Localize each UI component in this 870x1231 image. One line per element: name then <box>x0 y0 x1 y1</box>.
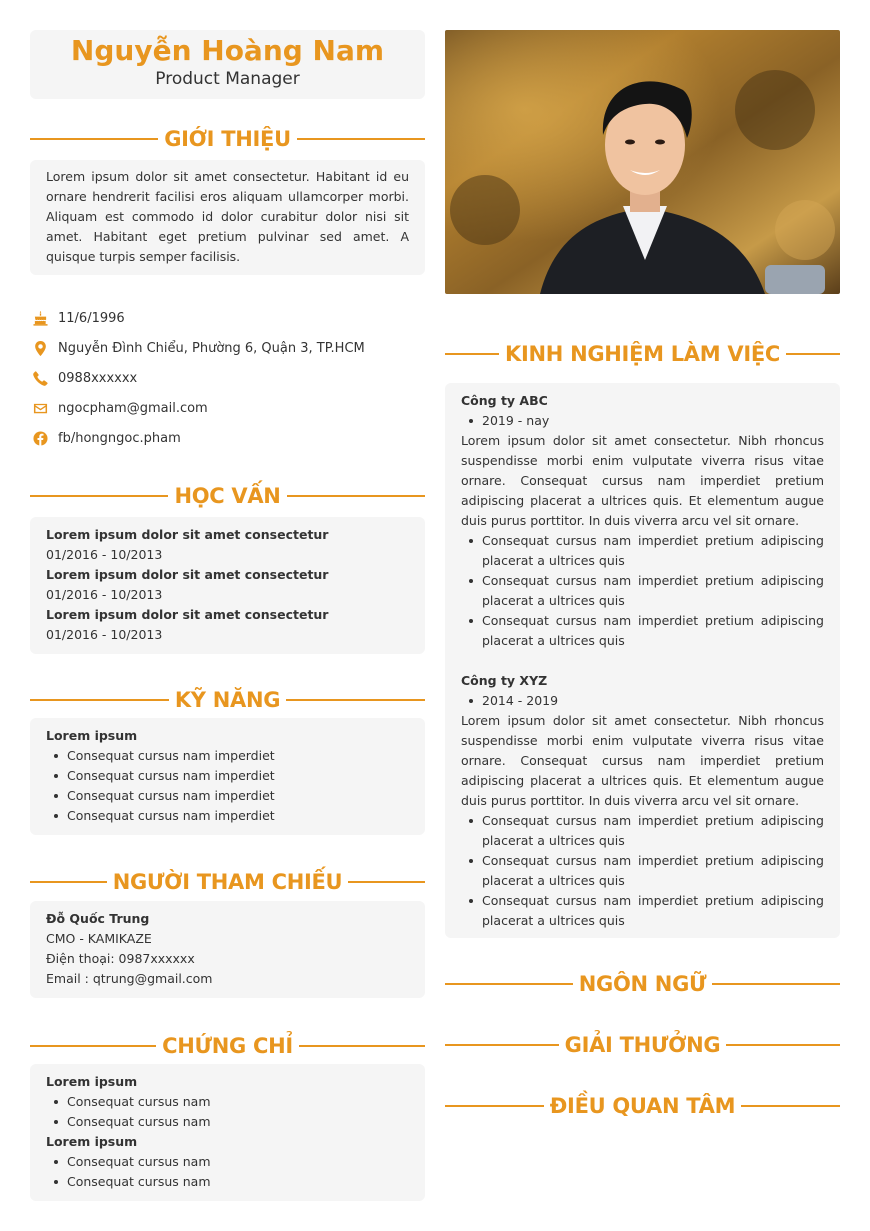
achievement-list <box>461 811 824 931</box>
facebook-text: fb/hongngoc.pham <box>58 430 181 446</box>
divider <box>741 1105 840 1107</box>
list-item: Consequat cursus nam <box>46 1092 409 1112</box>
divider <box>287 495 425 497</box>
mail-icon <box>31 399 49 417</box>
education-period: 01/2016 - 10/2013 <box>46 627 163 642</box>
profile-photo <box>445 30 840 294</box>
section-references-header <box>30 864 425 900</box>
phone-text: 0988xxxxxx <box>58 370 138 386</box>
section-skills-header <box>30 682 425 718</box>
certificate-heading: Lorem ipsum <box>46 1074 138 1089</box>
company-name: Công ty XYZ <box>461 673 548 688</box>
list-item: Consequat cursus nam imperdiet pretium adipiscing placerat a ultrices quis <box>461 851 824 891</box>
section-title: KINH NGHIỆM LÀM VIỆC <box>505 342 780 366</box>
divider <box>348 881 425 883</box>
divider <box>299 1045 425 1047</box>
education-period: 01/2016 - 10/2013 <box>46 587 163 602</box>
section-title: CHỨNG CHỈ <box>162 1034 293 1058</box>
section-interests-header <box>445 1088 840 1124</box>
job-title: Product Manager <box>155 69 300 89</box>
certificates-box <box>30 1064 425 1201</box>
reference-name: Đỗ Quốc Trung <box>46 911 150 926</box>
skills-heading: Lorem ipsum <box>46 728 138 743</box>
contact-email <box>30 393 425 423</box>
skills-box <box>30 718 425 835</box>
period-list <box>461 691 824 711</box>
contact-facebook <box>30 423 425 453</box>
section-languages-header <box>445 966 840 1002</box>
email-text: ngocpham@gmail.com <box>58 400 208 416</box>
contact-birthday <box>30 303 425 333</box>
company-name: Công ty ABC <box>461 393 548 408</box>
list-item: Consequat cursus nam imperdiet pretium adipiscing placerat a ultrices quis <box>461 611 824 651</box>
certificate-list <box>46 1092 409 1132</box>
section-title: NGÔN NGỮ <box>578 972 707 996</box>
section-intro-header <box>30 121 425 157</box>
intro-text: Lorem ipsum dolor sit amet consectetur. Habitant id eu ornare hendrerit facilisi eros aliquam ullamcorper morbi. Aliquam est commodo id dolor curabitur dolor nisi sit amet. Habitant eget pretium pulvinar sed amet. A quisque turpis semper facilisis. <box>46 169 409 264</box>
left-column <box>30 30 425 1201</box>
list-item: 2019 - nay <box>461 411 824 431</box>
list-item: Consequat cursus nam imperdiet <box>46 766 409 786</box>
candidate-name: Nguyễn Hoàng Nam <box>70 34 385 67</box>
achievement-list <box>461 531 824 651</box>
reference-phone: Điện thoại: 0987xxxxxx <box>46 951 195 966</box>
education-name: Lorem ipsum dolor sit amet consectetur <box>46 527 329 542</box>
section-awards-header <box>445 1027 840 1063</box>
location-pin-icon <box>31 339 49 357</box>
divider <box>726 1044 840 1046</box>
section-experience-header <box>445 336 840 372</box>
section-education-header <box>30 478 425 514</box>
divider <box>30 1045 156 1047</box>
job-description: Lorem ipsum dolor sit amet consectetur. Nibh rhoncus suspendisse morbi enim vulputate viverra risus vitae ornare. Consequat cursus nam imperdiet pretium adipiscing placerat a ultrices quis. Et elementum augue duis purus porttitor. In duis viverra arcu vel sit ornare. <box>461 433 824 528</box>
divider <box>445 353 499 355</box>
section-certificates-header <box>30 1028 425 1064</box>
section-title: NGƯỜI THAM CHIẾU <box>112 870 343 894</box>
divider <box>297 138 425 140</box>
divider <box>30 138 158 140</box>
divider <box>30 495 168 497</box>
certificate-heading: Lorem ipsum <box>46 1134 138 1149</box>
contact-address <box>30 333 425 363</box>
education-box <box>30 517 425 654</box>
intro-box <box>30 160 425 275</box>
section-title: ĐIỀU QUAN TÂM <box>549 1094 736 1118</box>
contact-list <box>30 303 425 453</box>
divider <box>712 983 840 985</box>
section-title: KỸ NĂNG <box>174 688 281 712</box>
portrait-image <box>445 30 840 294</box>
birthday-text: 11/6/1996 <box>58 310 125 326</box>
list-item: Consequat cursus nam imperdiet pretium adipiscing placerat a ultrices quis <box>461 531 824 571</box>
education-period: 01/2016 - 10/2013 <box>46 547 163 562</box>
list-item: Consequat cursus nam <box>46 1112 409 1132</box>
list-item: Consequat cursus nam imperdiet pretium adipiscing placerat a ultrices quis <box>461 891 824 931</box>
facebook-icon <box>31 429 49 447</box>
divider <box>30 881 107 883</box>
certificate-list <box>46 1152 409 1192</box>
reference-position: CMO - KAMIKAZE <box>46 931 152 946</box>
list-item: Consequat cursus nam imperdiet <box>46 746 409 766</box>
section-title: HỌC VẤN <box>174 484 281 508</box>
divider <box>445 983 573 985</box>
divider <box>445 1105 544 1107</box>
experience-box <box>445 383 840 938</box>
right-column <box>445 30 840 1124</box>
contact-phone <box>30 363 425 393</box>
job-description: Lorem ipsum dolor sit amet consectetur. Nibh rhoncus suspendisse morbi enim vulputate viverra risus vitae ornare. Consequat cursus nam imperdiet pretium adipiscing placerat a ultrices quis. Et elementum augue duis purus porttitor. In duis viverra arcu vel sit ornare. <box>461 713 824 808</box>
list-item: Consequat cursus nam imperdiet pretium adipiscing placerat a ultrices quis <box>461 571 824 611</box>
reference-box <box>30 901 425 998</box>
list-item: Consequat cursus nam imperdiet <box>46 786 409 806</box>
divider <box>786 353 840 355</box>
divider <box>286 699 425 701</box>
list-item: Consequat cursus nam <box>46 1152 409 1172</box>
skills-list <box>46 746 409 826</box>
section-title: GIẢI THƯỞNG <box>564 1033 721 1057</box>
phone-icon <box>31 369 49 387</box>
list-item: Consequat cursus nam <box>46 1172 409 1192</box>
section-title: GIỚI THIỆU <box>164 127 291 151</box>
period-list <box>461 411 824 431</box>
name-card <box>30 30 425 99</box>
birthday-cake-icon <box>31 309 49 327</box>
divider <box>445 1044 559 1046</box>
reference-email: Email : qtrung@gmail.com <box>46 971 213 986</box>
divider <box>30 699 169 701</box>
list-item: 2014 - 2019 <box>461 691 824 711</box>
address-text: Nguyễn Đình Chiểu, Phường 6, Quận 3, TP.HCM <box>58 340 365 356</box>
education-name: Lorem ipsum dolor sit amet consectetur <box>46 567 329 582</box>
list-item: Consequat cursus nam imperdiet <box>46 806 409 826</box>
education-name: Lorem ipsum dolor sit amet consectetur <box>46 607 329 622</box>
list-item: Consequat cursus nam imperdiet pretium adipiscing placerat a ultrices quis <box>461 811 824 851</box>
